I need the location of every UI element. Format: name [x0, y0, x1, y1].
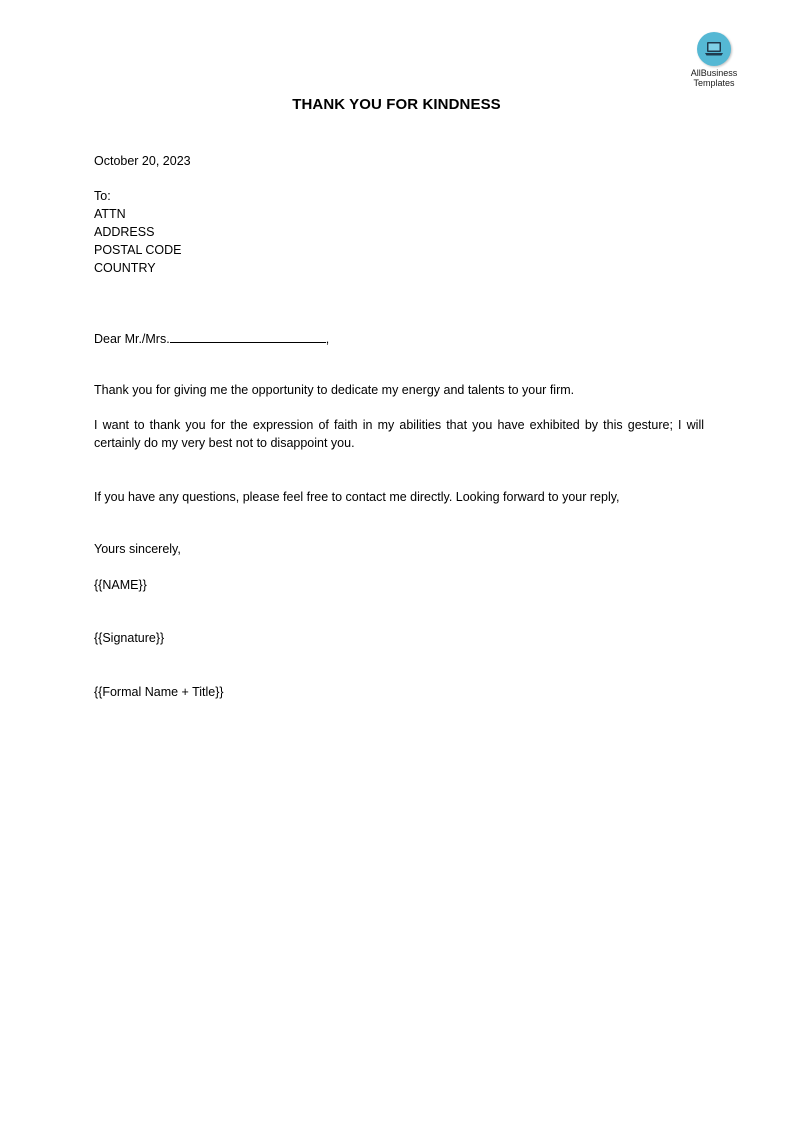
- signature-placeholder: {{Signature}}: [94, 631, 165, 645]
- recipient-attn: ATTN: [94, 207, 126, 221]
- recipient-postal-code: POSTAL CODE: [94, 243, 182, 257]
- document-title: THANK YOU FOR KINDNESS: [292, 96, 501, 113]
- letter-date: October 20, 2023: [94, 154, 191, 168]
- salutation-prefix: Dear Mr./Mrs.: [94, 332, 170, 346]
- recipient-to: To:: [94, 189, 111, 203]
- logo-text: [680, 68, 748, 88]
- paragraph-2: I want to thank you for the expression of faith in my abilities that you have exhibited by this gesture; I will certainly do my very best not to disappoint you.: [94, 418, 704, 450]
- closing: Yours sincerely,: [94, 542, 181, 556]
- laptop-icon: [697, 32, 731, 66]
- paragraph-3: If you have any questions, please feel free to contact me directly. Looking forward to your reply,: [94, 490, 620, 504]
- paragraph-1: Thank you for giving me the opportunity to dedicate my energy and talents to your firm.: [94, 383, 575, 397]
- brand-logo: [680, 32, 748, 88]
- logo-line-1: AllBusiness: [690, 68, 738, 78]
- recipient-name-blank: [170, 330, 326, 343]
- name-placeholder: {{NAME}}: [94, 578, 147, 592]
- salutation-suffix: ,: [325, 332, 330, 346]
- recipient-country: COUNTRY: [94, 261, 156, 275]
- recipient-address: ADDRESS: [94, 225, 155, 239]
- logo-line-2: Templates: [693, 78, 735, 88]
- salutation: [94, 330, 704, 348]
- recipient-block: [94, 187, 704, 277]
- formal-name-placeholder: {{Formal Name + Title}}: [94, 685, 224, 699]
